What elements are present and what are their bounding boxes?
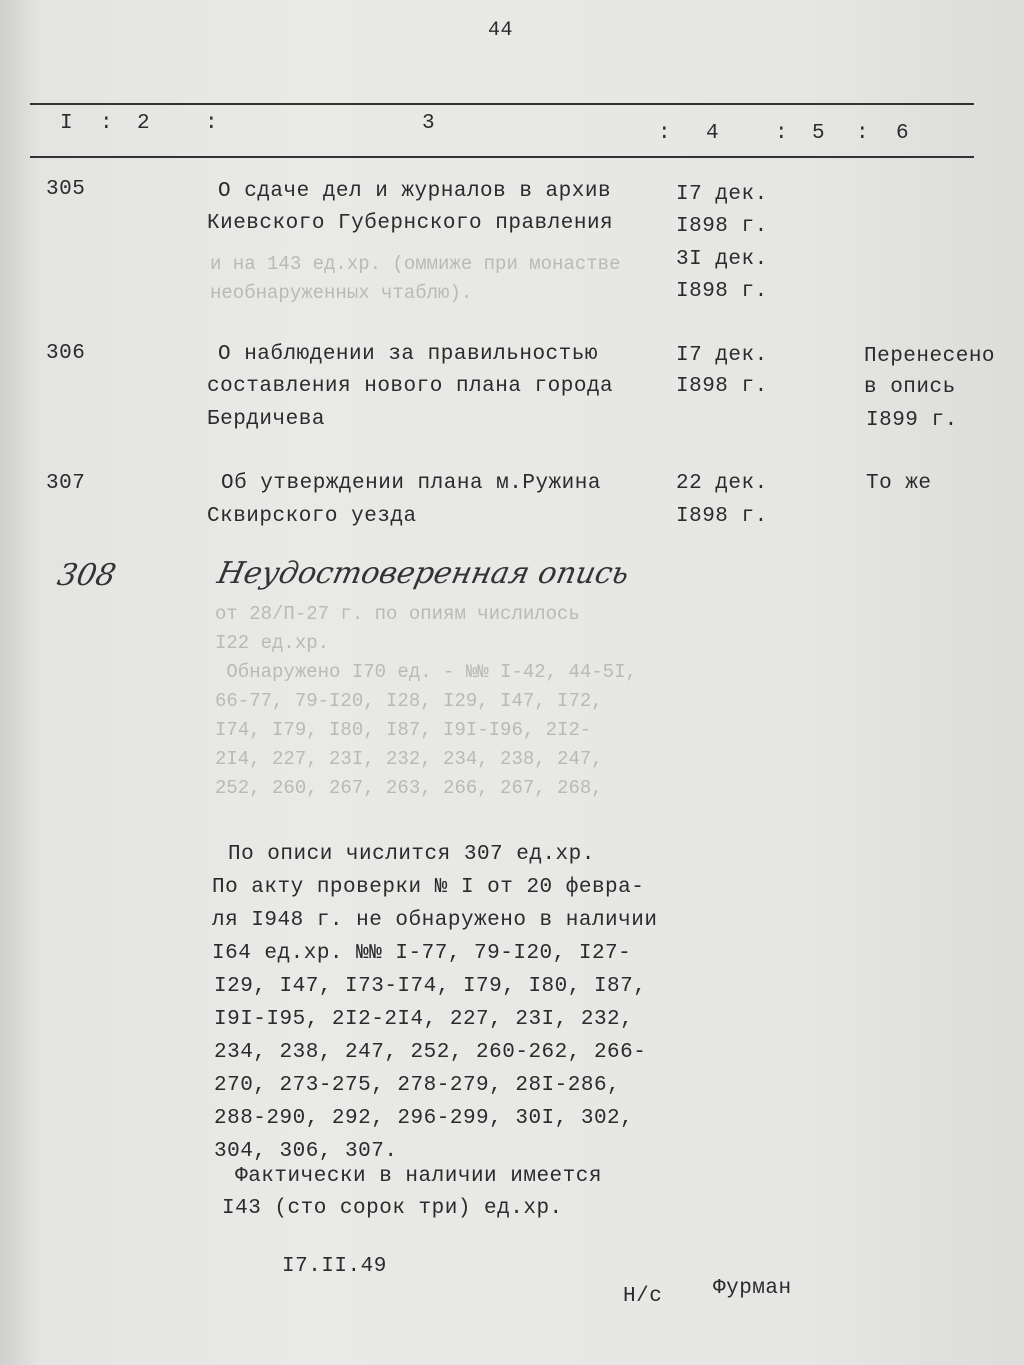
summary-line: Фактически в наличии имеется [222, 1165, 602, 1188]
entry-note-line: в опись [864, 376, 956, 399]
bleed-through-text: и на 143 ед.хр. (оммиже при монастве необнаруженных чтаблю). [210, 253, 621, 304]
entry-title-line: О сдаче дел и журналов в архив [218, 180, 612, 203]
entry-date-line: I898 г. [676, 505, 768, 528]
summary-line: По акту проверки № I от 20 февра- [212, 876, 645, 899]
entry-date-line: I898 г. [676, 215, 768, 238]
column-header-6: 6 [896, 122, 909, 145]
column-separator: : [658, 122, 671, 145]
entry-note-line: То же [866, 472, 932, 495]
column-header-3: 3 [422, 112, 435, 135]
entry-title-line: О наблюдении за правильностью [218, 343, 598, 366]
entry-title-line: составления нового плана города [207, 375, 614, 398]
handwritten-note: Неудостоверенная опись [214, 556, 633, 591]
entry-date-line: I7 дек. [676, 183, 768, 206]
summary-line: I9I-I95, 2I2-2I4, 227, 23I, 232, [214, 1008, 634, 1031]
column-separator: : [856, 122, 869, 145]
column-header-2: 2 [137, 112, 150, 135]
column-separator: : [205, 112, 218, 135]
entry-note-line: I899 г. [866, 409, 958, 432]
entry-note-line: Перенесено [864, 345, 996, 368]
column-separator: : [100, 112, 113, 135]
summary-line: ля I948 г. не обнаружено в наличии [212, 909, 658, 932]
signature-name: Фурман [713, 1277, 792, 1300]
entry-date-line: 22 дек. [676, 472, 768, 495]
entry-date-line: I898 г. [676, 375, 768, 398]
entry-title-line: Сквирского уезда [207, 505, 417, 528]
header-top-rule [30, 103, 974, 105]
column-header-1: I [60, 112, 73, 135]
entry-title-line: Киевского Губернского правления [207, 212, 614, 235]
summary-line: По описи числится 307 ед.хр. [228, 843, 595, 866]
summary-line: 270, 273-275, 278-279, 28I-286, [214, 1074, 621, 1097]
summary-line: I43 (сто сорок три) ед.хр. [222, 1197, 563, 1220]
column-header-4: 4 [706, 122, 719, 145]
entry-date-line: 3I дек. [676, 248, 768, 271]
entry-title-line: Об утверждении плана м.Ружина [221, 472, 601, 495]
header-bottom-rule [30, 156, 974, 158]
summary-line: I29, I47, I73-I74, I79, I80, I87, [214, 975, 647, 998]
entry-date-line: I898 г. [676, 280, 768, 303]
entry-number: 306 [46, 342, 86, 365]
column-header-5: 5 [812, 122, 825, 145]
summary-line: 304, 306, 307. [214, 1140, 398, 1163]
signed-date: I7.II.49 [282, 1255, 387, 1278]
entry-date-line: I7 дек. [676, 344, 768, 367]
page-number: 44 [488, 19, 514, 42]
handwritten-entry-number: 308 [54, 558, 119, 593]
column-separator: : [775, 122, 788, 145]
bleed-through-text: от 28/П-27 г. по опиям числилось I22 ед.хр. Обнаружено I70 ед. - №№ I-42, 44-5I, 66-77, 79-I20, I28, I29, I47, I72, I74, I79, I80, I87, I9I-I96, 2I2- 2I4, 227, 23I, 232, 234, 238, 247, 252, 260, 267, 263, 266, 267, 268, [215, 603, 637, 799]
signature-label: Н/с [623, 1285, 663, 1308]
summary-line: 288-290, 292, 296-299, 30I, 302, [214, 1107, 634, 1130]
entry-title-line: Бердичева [207, 408, 325, 431]
summary-line: 234, 238, 247, 252, 260-262, 266- [214, 1041, 647, 1064]
entry-number: 305 [46, 178, 86, 201]
entry-number: 307 [46, 472, 86, 495]
summary-line: I64 ед.хр. №№ I-77, 79-I20, I27- [212, 942, 632, 965]
